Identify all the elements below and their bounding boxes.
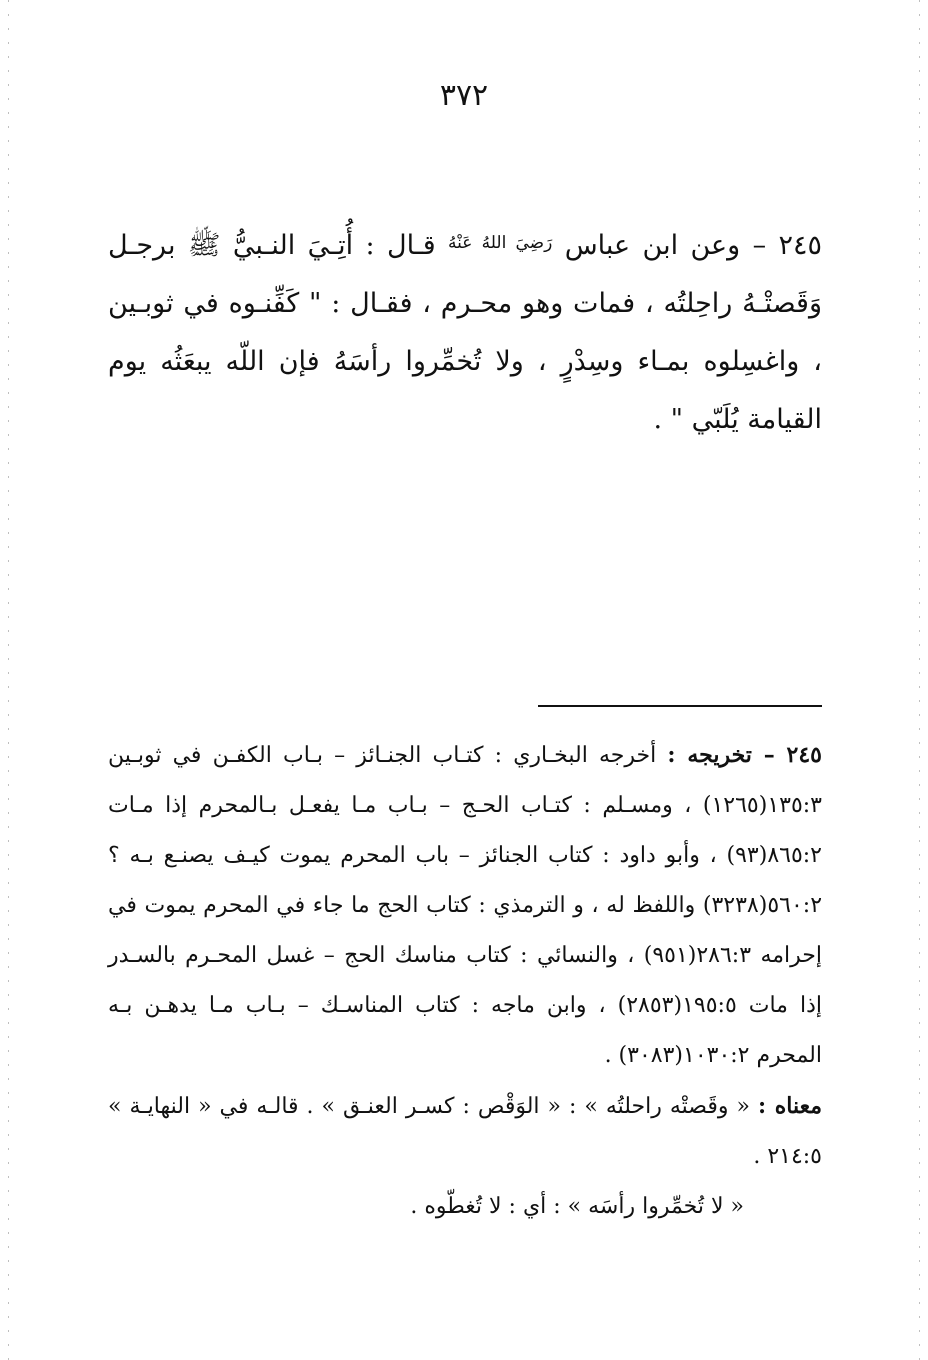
footnotes-block [108,730,822,1232]
page-number: ٣٧٢ [439,78,489,113]
hadith-prefix: ٢٤٥ – وعن ابن عباس [564,230,822,261]
meaning-text: « وقَصتْه راحلتُه » : « الوَقْص : كسـر العنـق » . قالـه في « النهايـة » ٢١٤:٥ . [108,1094,822,1169]
left-margin-dots [8,0,9,1360]
hadith-paragraph [108,214,822,449]
takhrij-paragraph [108,730,822,1081]
footnote-separator [538,705,822,707]
honorific-text: رَضِيَ اللهُ عَنْهُ [448,233,553,253]
meaning-label: معناه : [757,1093,823,1119]
takhrij-text: أخرجه البخـاري : كتـاب الجنـائز – بـاب الكفـن في ثوبـين ١٣٥:٣(١٢٦٥) ، ومسـلم : كتـاب الحـج – بـاب مـا يفعـل بـالمحرم إذا مـات ٨٦٥:٢(٩٣) ، وأبو داود : كتاب الجنائز – باب المحرم يموت كيـف يصنـع بـه ؟ ٥٦٠:٢(٣٢٣٨) واللفظ له ، و الترمذي : كتاب الحج ما جاء في المحرم يموت في إحرامه ٢٨٦:٣(٩٥١) ، والنسائي : كتاب مناسك الحج – غسل المحـرم بالسـدر إذا مات ١٩٥:٥(٢٨٥٣) ، وابن ماجه : كتاب المناسـك – بـاب مـا يدهـن بـه المحرم ١٠٣٠:٢(٣٠٨٣) . [108,743,823,1068]
hadith-text [108,214,822,449]
explanation-line: « لا تُخمِّروا رأسَه » : أي : لا تُغطّوه . [410,1194,744,1219]
hadith-body: قـال : أُتِـيَ النـبيُّ ﷺ برجـل وَقَصتْـهُ راحِلتُه ، فمات وهو محـرم ، فقـال : " كَفِّنـوه في ثوبـين ، واغسِلوه بمـاء وسِدْرٍ ، ولا تُخمِّروا رأسَهُ فإن اللّه يبعَثُه يوم القيامة يُلَبّي " . [108,230,822,435]
takhrij-label: ٢٤٥ – تخريجه : [667,742,822,768]
meaning-paragraph [108,1081,822,1182]
right-margin-dots [919,0,920,1360]
